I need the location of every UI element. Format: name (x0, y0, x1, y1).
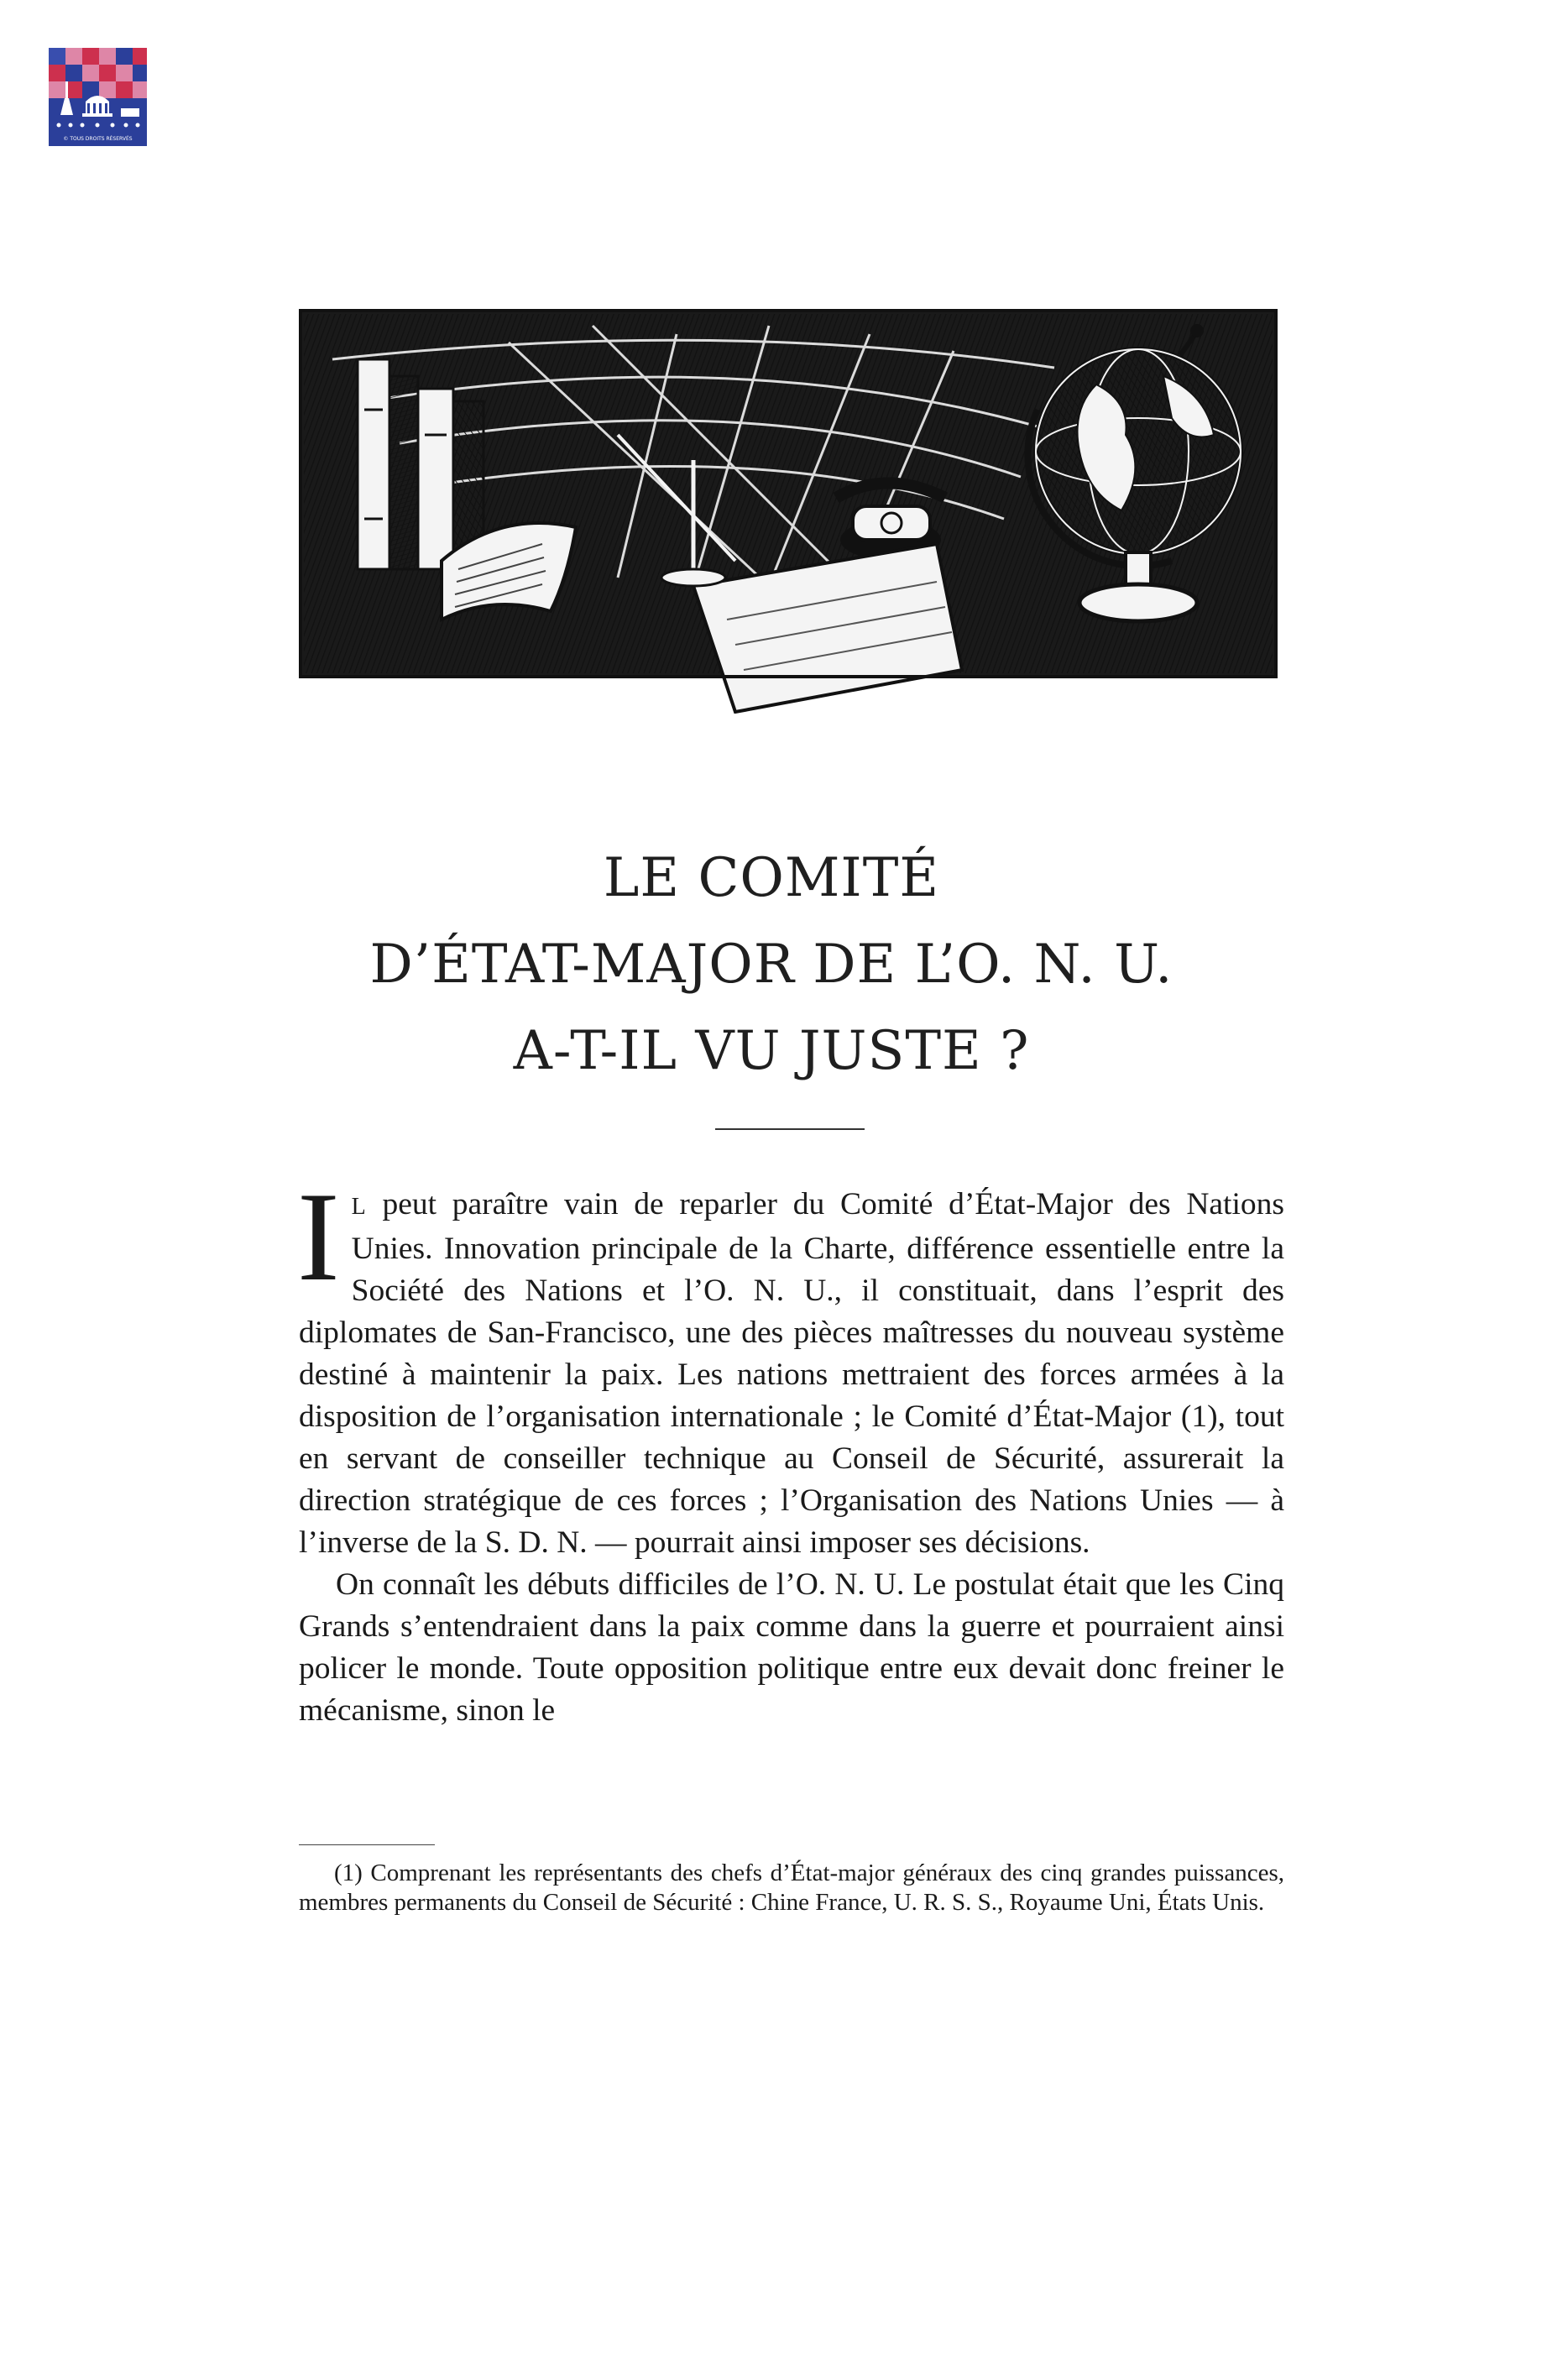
monument-logo-icon (49, 48, 147, 146)
title-divider (715, 1128, 865, 1130)
paragraph-1-text: peut paraître vain de reparler du Comité d’État-Major des Nations Unies. Innovation principale de la Charte, différence essentielle entre la Société des Nations et l’O. N. U., il constituait, dans l’esprit des diplomates de San-Francisco, une des pièces maîtresses du nouveau système destiné à maintenir la paix. Les nations mettraient des forces armées à la disposition de l’organisation internationale ; le Comité d’État-Major (1), tout en servant de conseiller technique au Conseil de Sécurité, assurerait la direction stratégique de ces forces ; l’Organisation des Nations Unies — à l’inverse de la S. D. N. — pourrait ainsi imposer ses décisions. (299, 1187, 1284, 1560)
footnote-divider (299, 1844, 435, 1845)
title-line-3: A-T-IL VU JUSTE ? (513, 1020, 1030, 1082)
article-body (297, 1166, 1284, 1732)
small-cap: L (351, 1194, 367, 1220)
publisher-logo (49, 48, 147, 146)
article-title (252, 835, 1291, 1095)
paragraph-1 (297, 1166, 1284, 1564)
title-line-1: LE COMITÉ (603, 847, 940, 909)
paragraph-2: On connaît les débuts difficiles de l’O. N. U. Le postulat était que les Cinq Grands s’entendraient dans la paix comme dans la guerre et pourraient ainsi policer le monde. Toute opposition politique entre eux devait donc freiner le mécanisme, sinon le (299, 1567, 1284, 1728)
copyright-stamp: © TOUS DROITS RÉSERVÉS (63, 136, 133, 142)
header-illustration (299, 309, 1278, 714)
desk-globe-engraving (299, 309, 1278, 714)
drop-cap: I (297, 1166, 340, 1307)
title-line-2: D’ÉTAT-MAJOR DE L’O. N. U. (369, 934, 1173, 996)
footnote: (1) Comprenant les représentants des chefs d’État-major généraux des cinq grandes puissances, membres permanents du Conseil de Sécurité : Chine France, U. R. S. S., Royaume Uni, États Unis. (299, 1860, 1284, 1916)
